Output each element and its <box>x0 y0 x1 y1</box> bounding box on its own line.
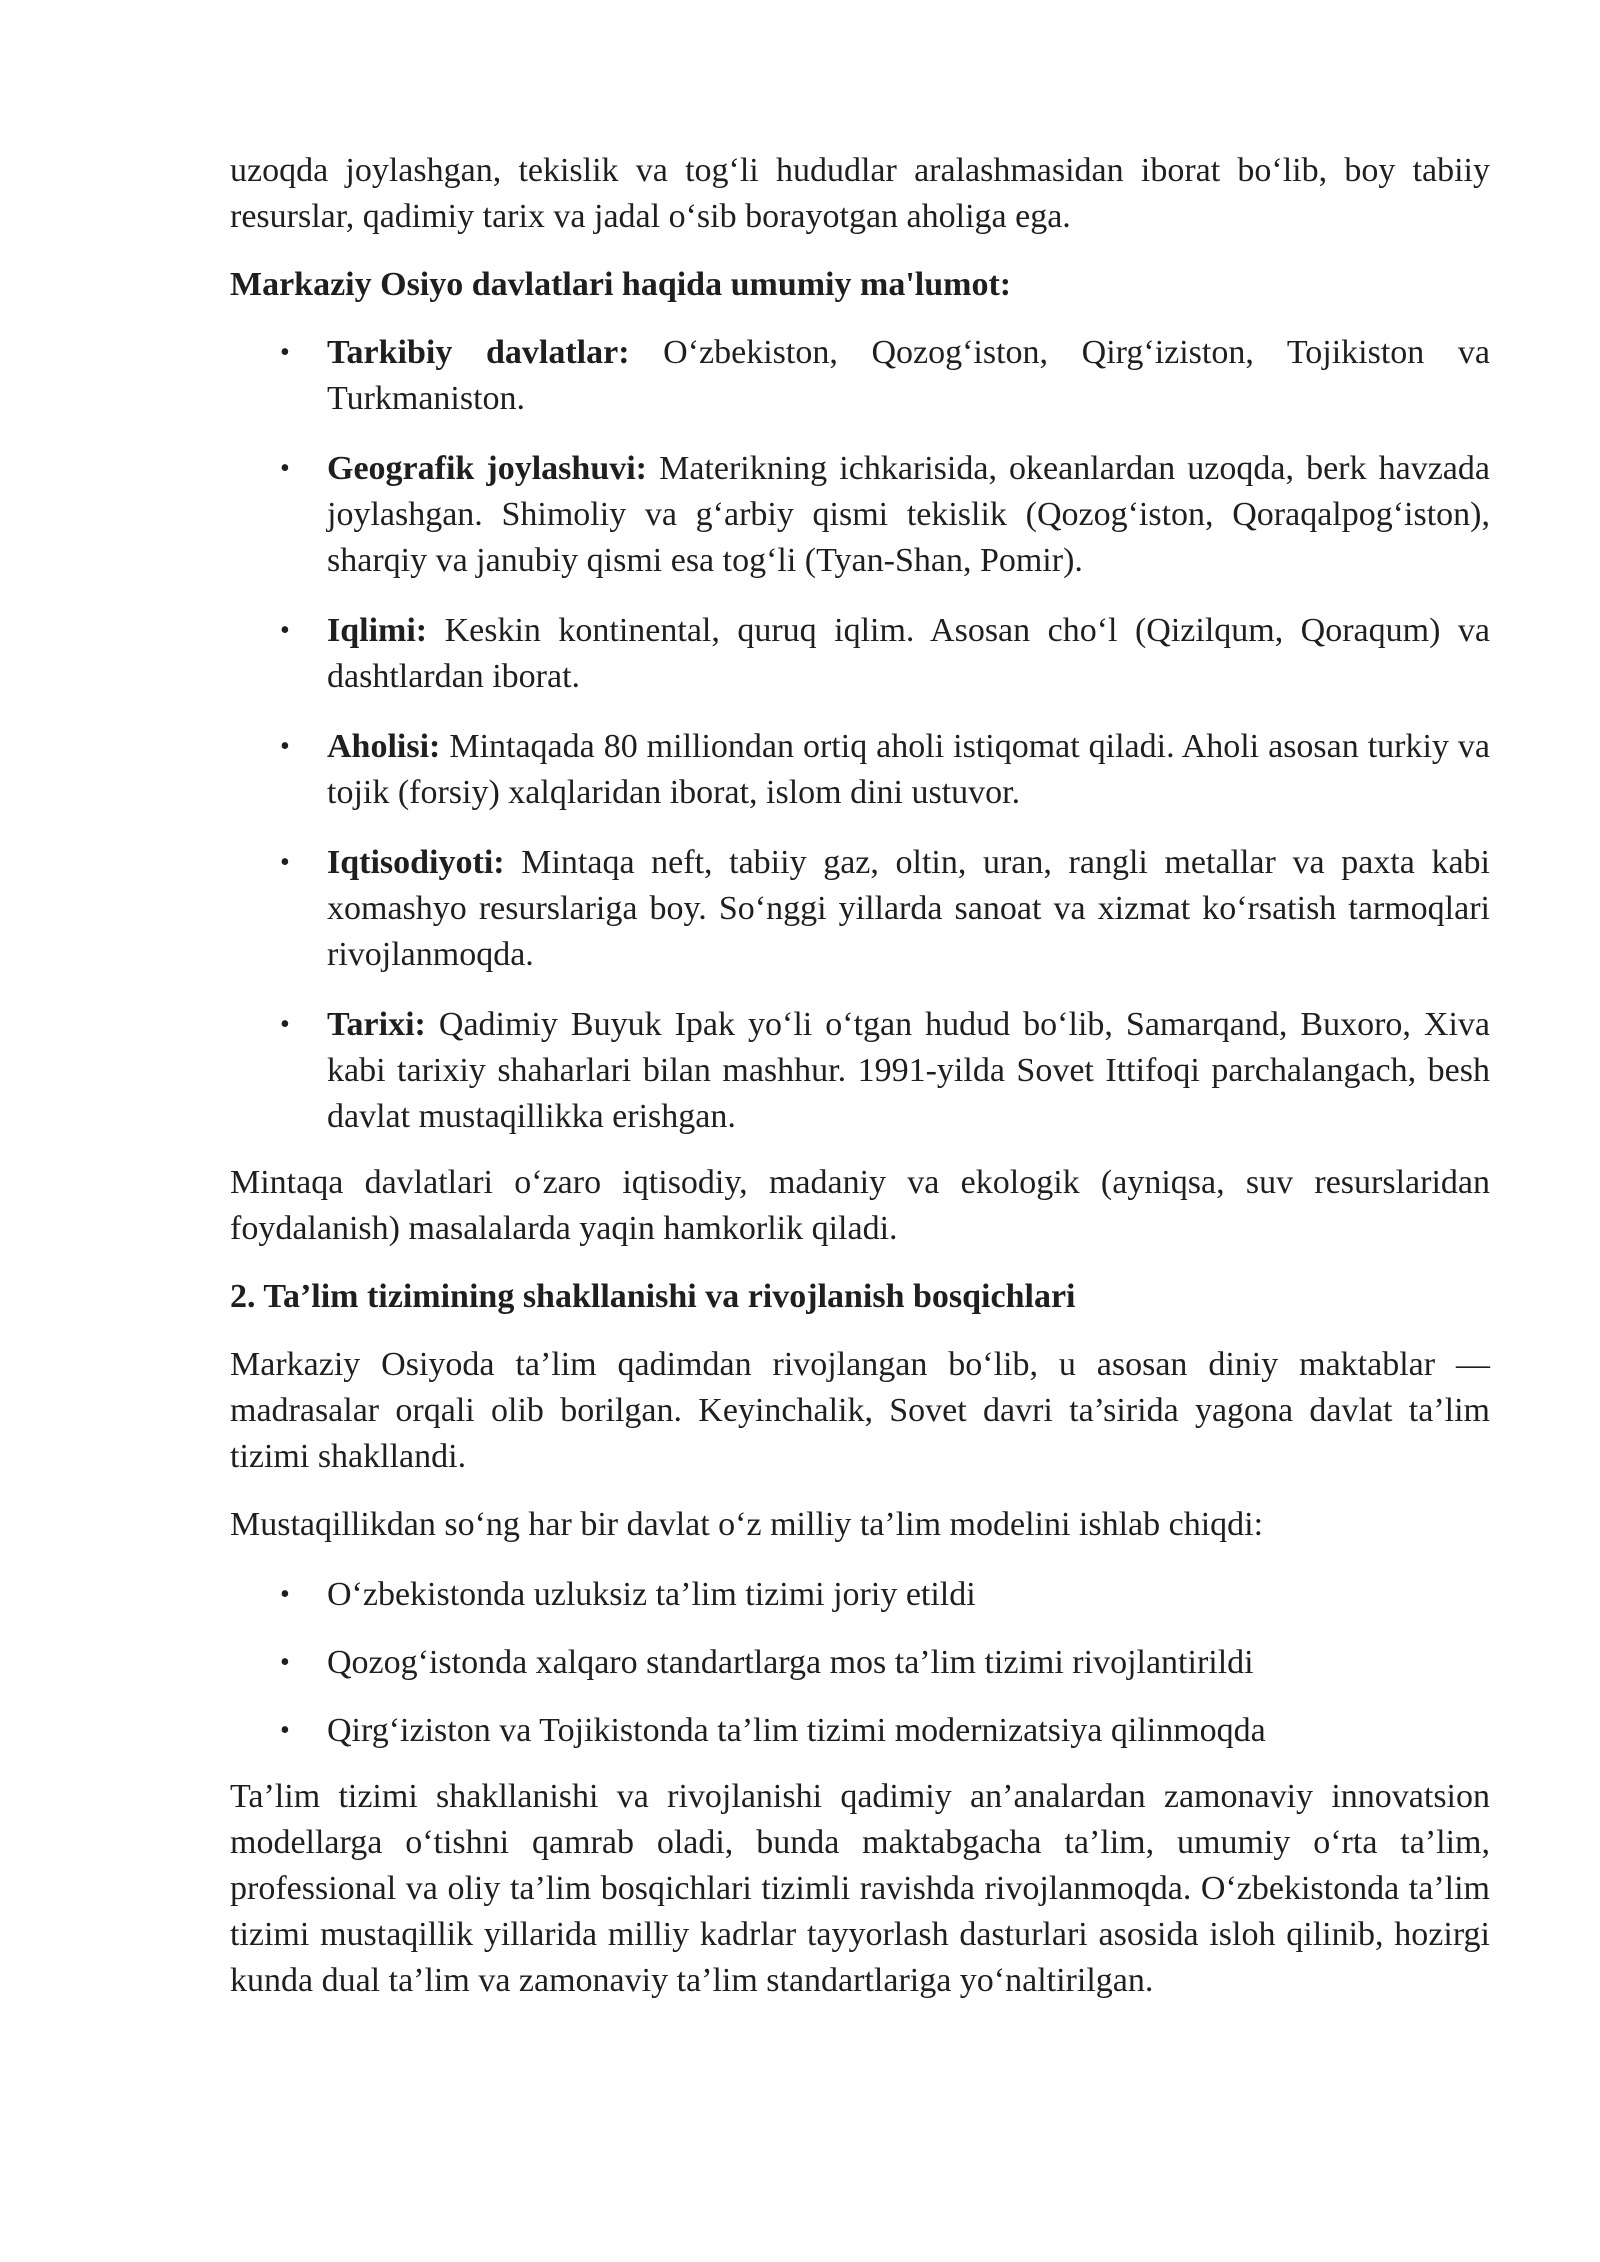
bullet-icon: • <box>280 1579 290 1610</box>
bullet-icon: • <box>280 615 290 646</box>
bullet-icon: • <box>280 1009 290 1040</box>
education-development-paragraph: Ta’lim tizimi shakllanishi va rivojlanishi qadimiy an’analardan zamonaviy innovatsion modellarga o‘tishni qamrab oladi, bunda maktabgacha ta’lim, umumiy o‘rta ta’lim, professional va oliy ta’lim bosqichlari tizimli ravishda rivojlanmoqda. O‘zbekistonda ta’lim tizimi mustaqillik yillarida milliy kadrlar tayyorlash dasturlari asosida isloh qilinib, hozirgi kunda dual ta’lim va zamonaviy ta’lim standartlariga yo‘naltirilgan. <box>230 1778 1490 1999</box>
overview-bullet-list <box>230 330 1490 1140</box>
intro-paragraph: uzoqda joylashgan, tekislik va tog‘li hududlar aralashmasidan iborat bo‘lib, boy tabiiy resurslar, qadimiy tarix va jadal o‘sib borayotgan aholiga ega. <box>230 152 1490 235</box>
bullet-icon: • <box>280 1647 290 1678</box>
list-item: • Qozog‘istonda xalqaro standartlarga mos ta’lim tizimi rivojlantirildi <box>230 1640 1490 1686</box>
cooperation-paragraph: Mintaqa davlatlari o‘zaro iqtisodiy, madaniy va ekologik (ayniqsa, suv resurslaridan foydalanish) masalalarda yaqin hamkorlik qiladi. <box>230 1164 1490 1247</box>
list-item: • Iqlimi: Keskin kontinental, quruq iqlim. Asosan cho‘l (Qizilqum, Qoraqum) va dashtlardan iborat. <box>230 608 1490 700</box>
list-item: • Geografik joylashuvi: Materikning ichkarisida, okeanlardan uzoqda, berk havzada joylashgan. Shimoliy va g‘arbiy qismi tekislik (Qozog‘iston, Qoraqalpog‘iston), sharqiy va janubiy qismi esa tog‘li (Tyan-Shan, Pomir). <box>230 446 1490 584</box>
bullet-icon: • <box>280 731 290 762</box>
education-bullet-list <box>230 1572 1490 1754</box>
list-item: • Iqtisodiyoti: Mintaqa neft, tabiiy gaz, oltin, uran, rangli metallar va paxta kabi xomashyo resurslariga boy. So‘nggi yillarda sanoat va xizmat ko‘rsatish tarmoqlari rivojlanmoqda. <box>230 840 1490 978</box>
list-item: • Tarkibiy davlatlar: O‘zbekiston, Qozog‘iston, Qirg‘iziston, Tojikiston va Turkmaniston. <box>230 330 1490 422</box>
bullet-icon: • <box>280 453 290 484</box>
list-item: • O‘zbekistonda uzluksiz ta’lim tizimi joriy etildi <box>230 1572 1490 1618</box>
list-item: • Aholisi: Mintaqada 80 milliondan ortiq aholi istiqomat qiladi. Aholi asosan turkiy va tojik (forsiy) xalqlaridan iborat, islom dini ustuvor. <box>230 724 1490 816</box>
section-heading-education: 2. Ta’lim tizimining shakllanishi va rivojlanish bosqichlari <box>230 1278 1076 1315</box>
list-item: • Tarixi: Qadimiy Buyuk Ipak yo‘li o‘tgan hudud bo‘lib, Samarqand, Buxoro, Xiva kabi tarixiy shaharlari bilan mashhur. 1991-yilda Sovet Ittifoqi parchalangach, besh davlat mustaqillikka erishgan. <box>230 1002 1490 1140</box>
bullet-icon: • <box>280 1715 290 1746</box>
bullet-icon: • <box>280 847 290 878</box>
section-heading-overview: Markaziy Osiyo davlatlari haqida umumiy ma'lumot: <box>230 266 1012 303</box>
education-history-paragraph: Markaziy Osiyoda ta’lim qadimdan rivojlangan bo‘lib, u asosan diniy maktablar — madrasalar orqali olib borilgan. Keyinchalik, Sovet davri ta’sirida yagona davlat ta’lim tizimi shakllandi. <box>230 1346 1490 1475</box>
list-item: • Qirg‘iziston va Tojikistonda ta’lim tizimi modernizatsiya qilinmoqda <box>230 1708 1490 1754</box>
independence-paragraph: Mustaqillikdan so‘ng har bir davlat o‘z milliy ta’lim modelini ishlab chiqdi: <box>230 1506 1264 1543</box>
bullet-icon: • <box>280 337 290 368</box>
document-page <box>230 148 1490 2004</box>
